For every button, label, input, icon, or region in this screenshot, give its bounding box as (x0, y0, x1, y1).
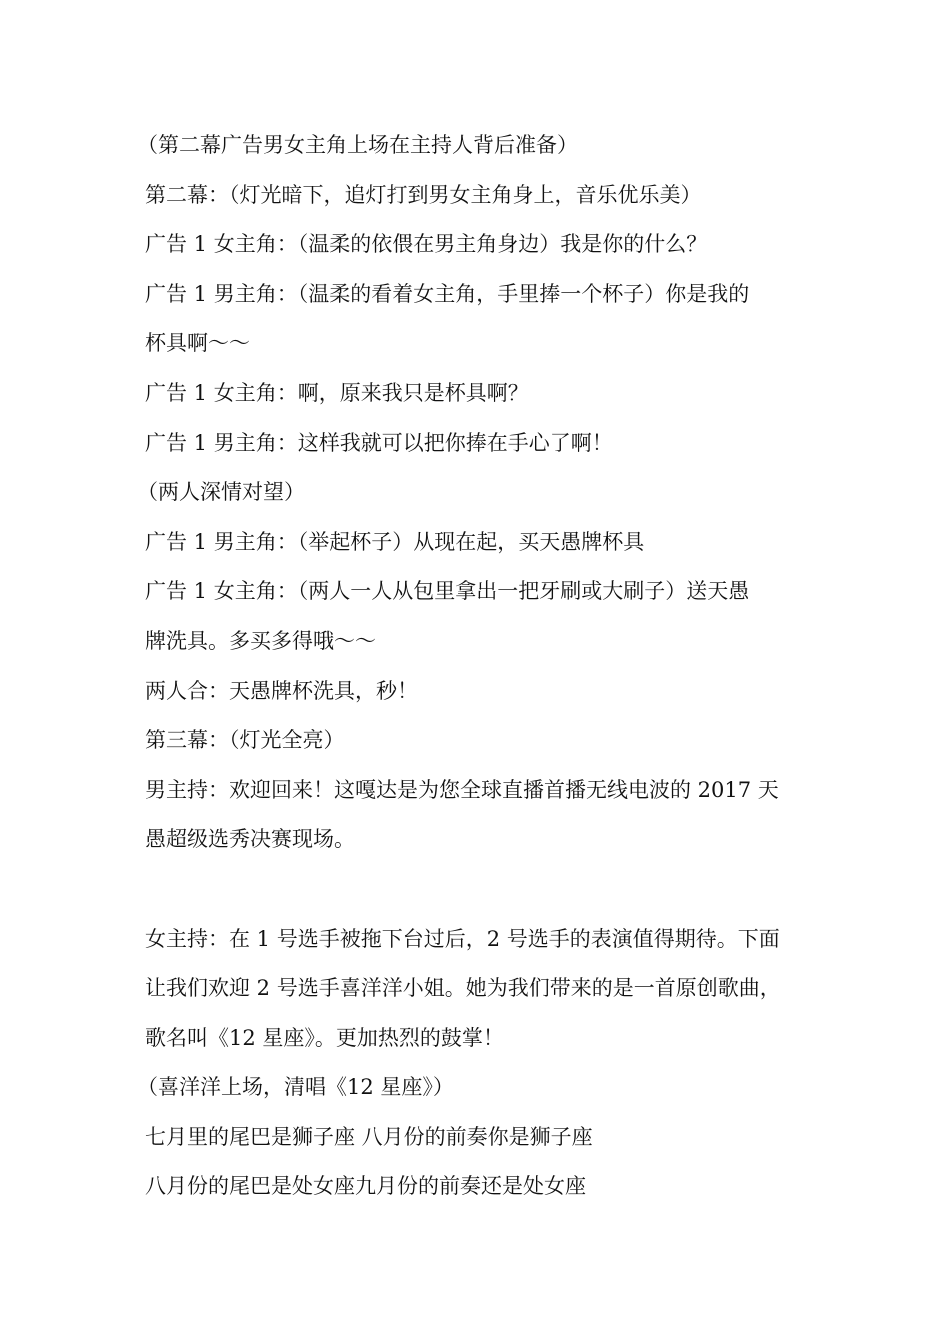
blank-line (145, 865, 815, 915)
script-line: 广告 1 男主角：这样我就可以把你捧在手心了啊！ (145, 430, 613, 455)
script-line: 两人合：天愚牌杯洗具，秒！ (145, 678, 418, 703)
lyric-line: 七月里的尾巴是狮子座 八月份的前奏你是狮子座 (145, 1124, 593, 1149)
stage-direction-line: （喜洋洋上场，清唱《12 星座》） (137, 1075, 454, 1100)
script-line: 杯具啊～～ (145, 331, 250, 356)
script-line: 广告 1 男主角：（温柔的看着女主角，手里捧一个杯子）你是我的 (145, 281, 750, 306)
script-line: 让我们欢迎 2 号选手喜洋洋小姐。她为我们带来的是一首原创歌曲， (145, 976, 781, 1001)
script-line: 广告 1 女主角：啊，原来我只是杯具啊？ (145, 380, 529, 405)
stage-direction-line: （第二幕广告男女主角上场在主持人背后准备） (137, 133, 578, 157)
stage-direction-line: （两人深情对望） (137, 480, 305, 505)
script-line: 广告 1 女主角：（两人一人从包里拿出一把牙刷或大刷子）送天愚 (145, 579, 750, 604)
document-body (137, 121, 815, 1212)
script-line: 广告 1 男主角：（举起杯子）从现在起，买天愚牌杯具 (145, 529, 645, 554)
script-line: 愚超级选秀决赛现场。 (145, 827, 355, 852)
script-line: 牌洗具。多买多得哦～～ (145, 628, 376, 653)
script-line: 男主持：欢迎回来！这嘎达是为您全球直播首播无线电波的 2017 天 (145, 777, 779, 802)
script-line: 广告 1 女主角：（温柔的依偎在男主角身边）我是你的什么？ (145, 232, 708, 257)
script-line: 女主持：在 1 号选手被拖下台过后，2 号选手的表演值得期待。下面 (145, 926, 780, 951)
lyric-line: 八月份的尾巴是处女座九月份的前奏还是处女座 (145, 1174, 586, 1199)
script-line: 第三幕：（灯光全亮） (145, 728, 345, 753)
script-line: 歌名叫《12 星座》。更加热烈的鼓掌！ (145, 1025, 504, 1050)
script-line: 第二幕：（灯光暗下，追灯打到男女主角身上，音乐优乐美） (145, 182, 702, 207)
